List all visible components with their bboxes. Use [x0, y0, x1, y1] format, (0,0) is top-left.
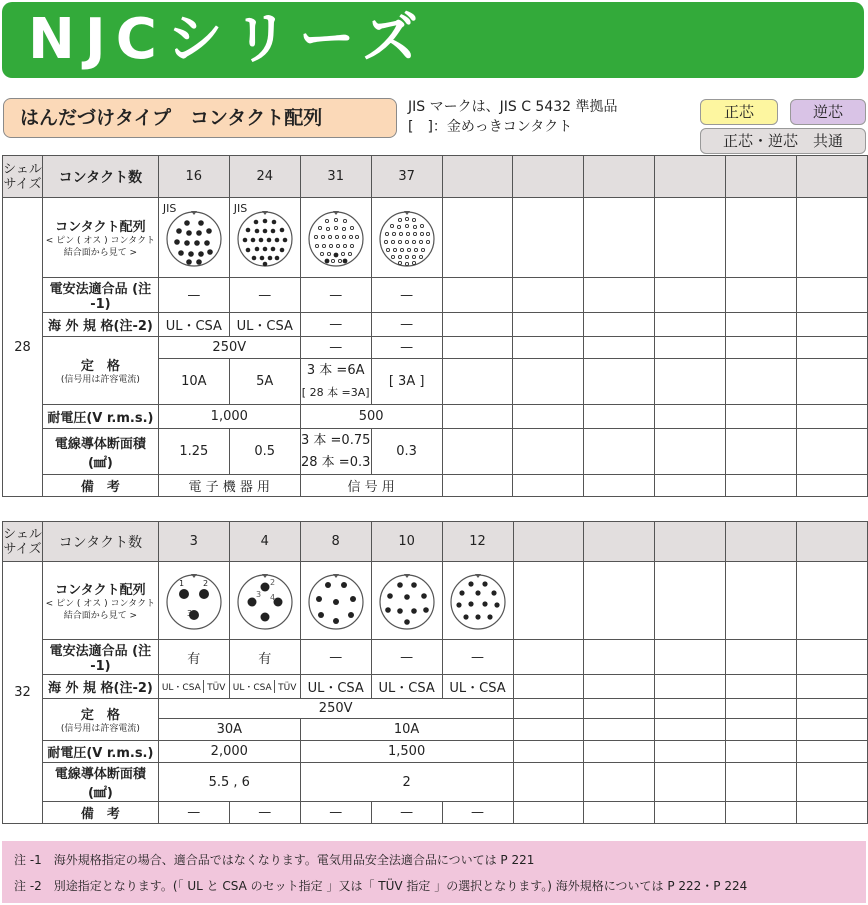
overseas-value: UL・CSA TÜV [158, 675, 229, 699]
overseas-value: — [371, 313, 442, 337]
remarks-value: — [300, 802, 371, 824]
empty-cell [797, 156, 868, 198]
overseas-value: UL・CSA [442, 675, 513, 699]
remarks-value: 電 子 機 器 用 [158, 475, 300, 497]
layout-diagram-16: JIS [158, 198, 229, 278]
contact-count: 31 [300, 156, 371, 198]
layout-diagram-24: JIS [229, 198, 300, 278]
shell-size: 28 [3, 198, 43, 497]
shell-size: 32 [3, 562, 43, 824]
current-rating: 3 本 =6A [ 28 本 =3A] [300, 359, 371, 405]
remarks-label: 備 考 [42, 475, 158, 497]
contact-count: 10 [371, 522, 442, 562]
voltage-rating: 250V [158, 337, 300, 359]
wire-value: 2 [300, 763, 513, 802]
wire-value: 0.5 [229, 429, 300, 475]
layout-diagram-12 [442, 562, 513, 640]
overseas-label: 海 外 規 格(注-2) [42, 675, 158, 699]
svg-text:4: 4 [269, 592, 275, 602]
withstand-value: 500 [300, 405, 442, 429]
layout-label: コンタクト配列 < ピン ( オス ) コンタクト 結合面から見て > [42, 198, 158, 278]
footnote-2: 注 -2 別途指定となります。(「 UL と CSA のセット指定 」又は「 TÜV 指定 」の選択となります。) 海外規格については P 222・P 224 [14, 879, 748, 893]
contact-count: 4 [229, 522, 300, 562]
layout-diagram-4 [229, 562, 300, 640]
withstand-label: 耐電圧(V r.m.s.) [42, 405, 158, 429]
empty-cell [442, 156, 513, 198]
current-rating: [ 3A ] [371, 359, 442, 405]
approval-value: — [300, 640, 371, 675]
voltage-rating: 250V [158, 699, 513, 719]
approval-value: — [371, 278, 442, 313]
contact-count: 37 [371, 156, 442, 198]
overseas-label: 海 外 規 格(注-2) [42, 313, 158, 337]
voltage-rating: — [371, 337, 442, 359]
approval-value: — [158, 278, 229, 313]
empty-cell [584, 156, 655, 198]
layout-diagram-37 [371, 198, 442, 278]
withstand-label: 耐電圧(V r.m.s.) [42, 741, 158, 763]
voltage-rating: — [300, 337, 371, 359]
empty-cell [584, 522, 655, 562]
series-banner [2, 2, 864, 78]
approval-value: — [371, 640, 442, 675]
layout-diagram-10 [371, 562, 442, 640]
wire-value: 5.5 , 6 [158, 763, 300, 802]
jis-note: JIS マークは、JIS C 5432 準拠品 [408, 99, 618, 115]
remarks-value: — [371, 802, 442, 824]
wire-value: 1.25 [158, 429, 229, 475]
remarks-value: — [442, 802, 513, 824]
contact-count: 12 [442, 522, 513, 562]
legend-normal: 正芯 [700, 99, 778, 125]
current-rating: 10A [300, 719, 513, 741]
empty-cell [513, 522, 584, 562]
contact-table-32 [2, 521, 868, 824]
contact-table-28 [2, 155, 868, 497]
series-title: NJCシリーズ [28, 7, 429, 72]
gold-plating-note: [ ]：金めっきコンタクト [408, 119, 573, 135]
wire-value: 0.3 [371, 429, 442, 475]
subtitle-label: はんだづけタイプ コンタクト配列 [3, 98, 397, 138]
overseas-value: UL・CSA [229, 313, 300, 337]
remarks-value: — [229, 802, 300, 824]
overseas-value: UL・CSA TÜV [229, 675, 300, 699]
layout-diagram-31 [300, 198, 371, 278]
current-rating: 30A [158, 719, 300, 741]
layout-diagram-3 [158, 562, 229, 640]
approval-value: — [300, 278, 371, 313]
contact-count-header: コンタクト数 [42, 522, 158, 562]
approval-value: — [229, 278, 300, 313]
svg-text:2: 2 [269, 577, 275, 587]
withstand-value: 1,000 [158, 405, 300, 429]
legend-common: 正芯・逆芯 共通 [700, 128, 866, 154]
svg-text:3: 3 [186, 608, 192, 618]
svg-text:3: 3 [255, 589, 261, 599]
layout-diagram-8 [300, 562, 371, 640]
layout-label: コンタクト配列 < ピン ( オス ) コンタクト 結合面から見て > [42, 562, 158, 640]
empty-cell [726, 156, 797, 198]
wire-label: 電線導体断面積(㎟) [42, 429, 158, 475]
empty-cell [726, 522, 797, 562]
contact-count: 16 [158, 156, 229, 198]
current-rating: 10A [158, 359, 229, 405]
rating-label: 定 格 (信号用は許容電流) [42, 337, 158, 405]
withstand-value: 1,500 [300, 741, 513, 763]
wire-label: 電線導体断面積(㎟) [42, 763, 158, 802]
overseas-value: UL・CSA [300, 675, 371, 699]
remarks-value: 信 号 用 [300, 475, 442, 497]
footnote-1: 注 -1 海外規格指定の場合、適合品ではなくなります。電気用品安全法適合品については P 221 [14, 853, 535, 867]
empty-cell [797, 522, 868, 562]
svg-text:1: 1 [178, 578, 184, 588]
withstand-value: 2,000 [158, 741, 300, 763]
remarks-label: 備 考 [42, 802, 158, 824]
contact-count: 3 [158, 522, 229, 562]
empty-cell [655, 156, 726, 198]
approval-value: 有 [229, 640, 300, 675]
empty-cell [655, 522, 726, 562]
approval-label: 電安法適合品 (注 -1) [42, 278, 158, 313]
overseas-value: UL・CSA [371, 675, 442, 699]
overseas-value: UL・CSA [158, 313, 229, 337]
approval-value: — [442, 640, 513, 675]
approval-value: 有 [158, 640, 229, 675]
shell-size-header: シェル サイズ [3, 156, 43, 198]
contact-count: 8 [300, 522, 371, 562]
svg-text:2: 2 [202, 578, 208, 588]
legend-reverse: 逆芯 [790, 99, 866, 125]
shell-size-header: シェル サイズ [3, 522, 43, 562]
contact-count-header: コンタクト数 [42, 156, 158, 198]
contact-count: 24 [229, 156, 300, 198]
empty-cell [513, 156, 584, 198]
footnotes [2, 841, 866, 903]
overseas-value: — [300, 313, 371, 337]
wire-value: 3 本 =0.75 28 本 =0.3 [300, 429, 371, 475]
approval-label: 電安法適合品 (注 -1) [42, 640, 158, 675]
remarks-value: — [158, 802, 229, 824]
current-rating: 5A [229, 359, 300, 405]
rating-label: 定 格 (信号用は許容電流) [42, 699, 158, 741]
